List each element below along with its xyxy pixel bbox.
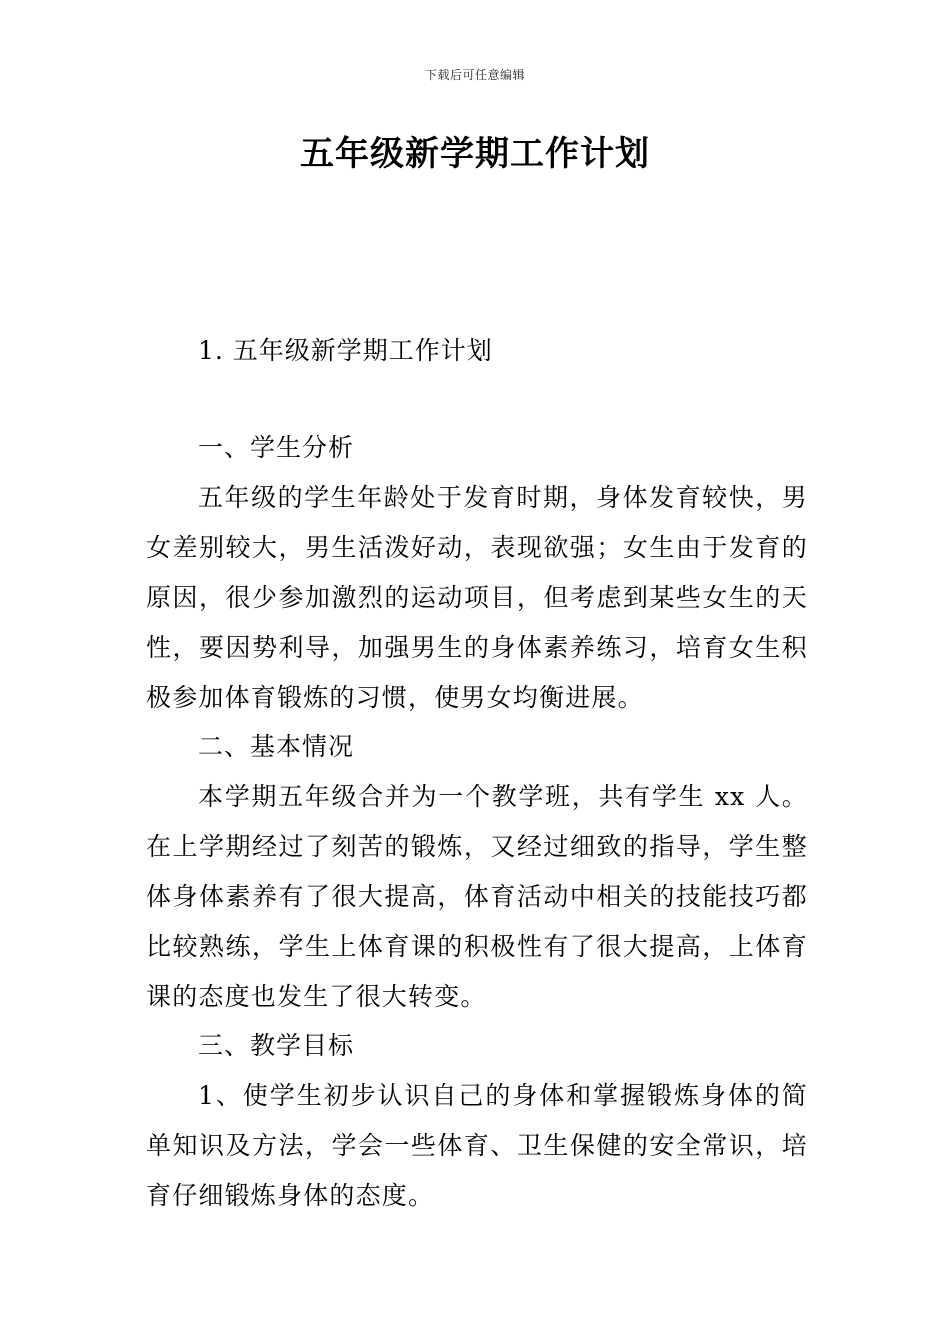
section-paragraph-basic-situation: 本学期五年级合并为一个教学班，共有学生 xx 人。在上学期经过了刻苦的锻炼，又经过细致的指导，学生整体身体素养有了很大提高，体育活动中相关的技能技巧都比较熟练，学生上体育课的积极性有了很大提高，上体育课的态度也发生了很大转变。 bbox=[146, 782, 808, 1011]
section-paragraph-teaching-goals: 1、使学生初步认识自己的身体和掌握锻炼身体的简单知识及方法，学会一些体育、卫生保健的安全常识，培育仔细锻炼身体的态度。 bbox=[146, 1081, 808, 1210]
subtitle-item: 1. 五年级新学期工作计划 bbox=[198, 336, 493, 365]
header-note: 下载后可任意编辑 bbox=[424, 68, 525, 82]
section-heading-basic-situation: 二、基本情况 bbox=[198, 732, 355, 761]
section-heading-teaching-goals: 三、教学目标 bbox=[198, 1031, 355, 1060]
document-title: 五年级新学期工作计划 bbox=[300, 134, 650, 174]
section-heading-student-analysis: 一、学生分析 bbox=[198, 433, 355, 462]
section-paragraph-student-analysis: 五年级的学生年龄处于发育时期，身体发育较快，男女差别较大，男生活泼好动，表现欲强；女生由于发育的原因，很少参加激烈的运动项目，但考虑到某些女生的天性，要因势利导，加强男生的身体素养练习，培育女生积极参加体育锻炼的习惯，使男女均衡进展。 bbox=[146, 483, 808, 712]
